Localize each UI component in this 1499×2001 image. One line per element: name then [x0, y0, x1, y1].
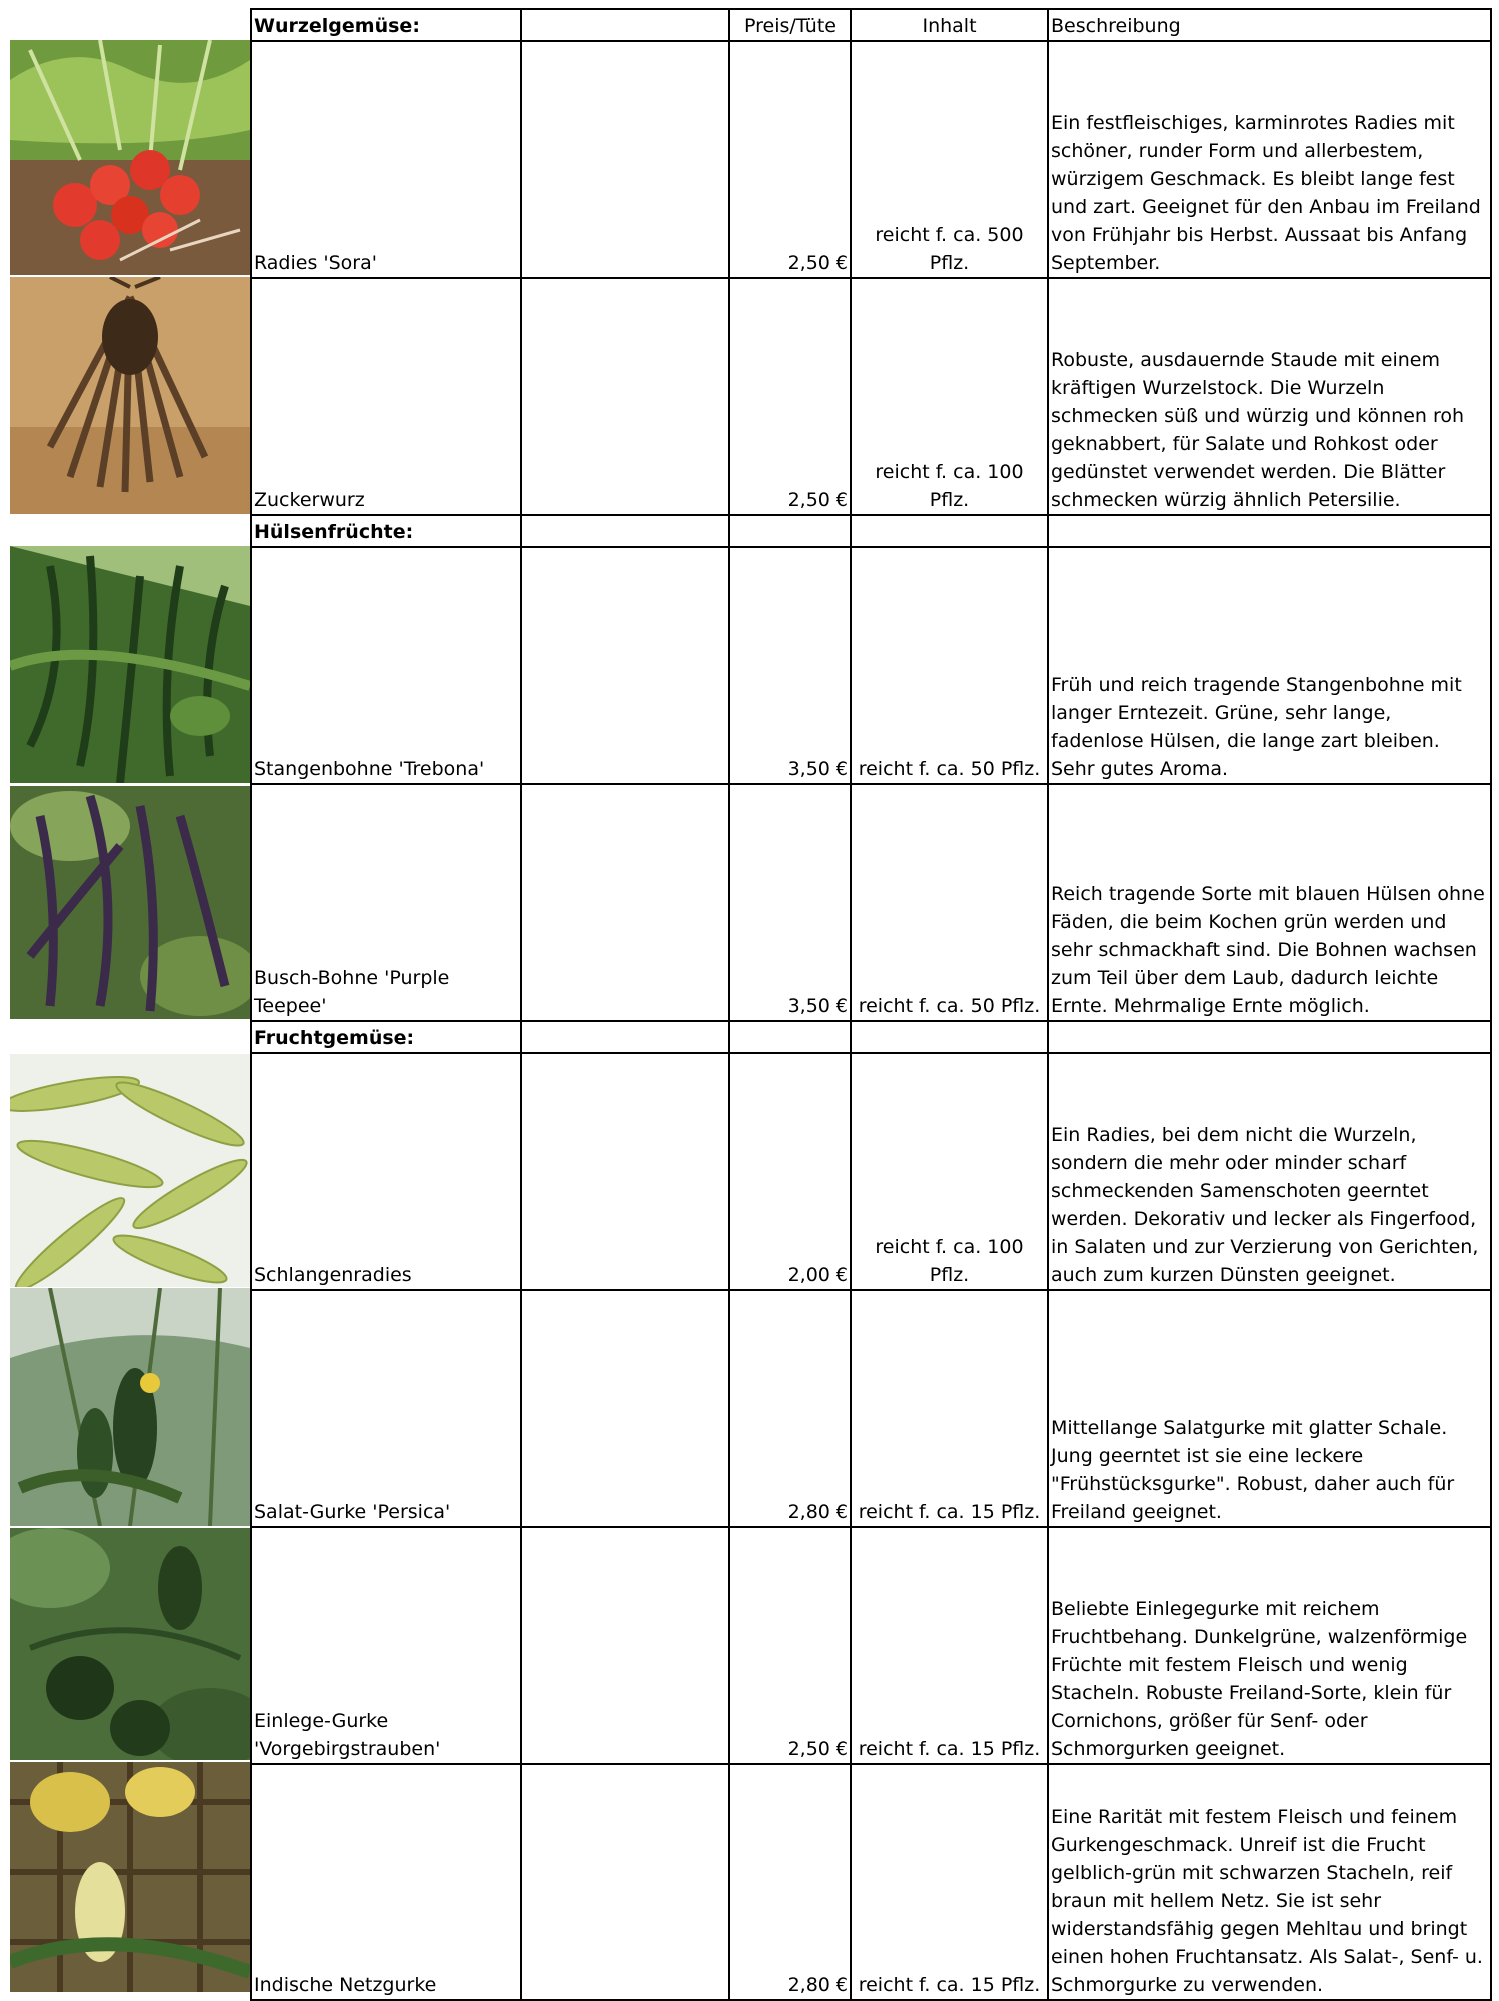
product-name: Salat-Gurke 'Persica' — [251, 1290, 521, 1527]
pickling-cucumber-photo — [10, 1528, 250, 1760]
root-photo — [10, 277, 250, 514]
empty-cell — [521, 1527, 729, 1764]
product-description: Ein festfleischiges, karminrotes Radies mit schöner, runder Form und allerbestem, würzigem Geschmack. Es bleibt lange fest und zart. Geeignet für den Anbau im Freiland von Frühjahr bis Herbst. Aussaat bis Anfang September. — [1048, 41, 1491, 278]
empty-cell — [851, 515, 1048, 547]
product-name: Radies 'Sora' — [251, 41, 521, 278]
column-header-content: Inhalt — [851, 9, 1048, 41]
green-bean-photo — [10, 546, 250, 783]
product-price: 3,50 € — [729, 784, 851, 1021]
table-row — [251, 278, 1491, 515]
category-label: Wurzelgemüse: — [251, 9, 521, 41]
category-row — [251, 1021, 1491, 1053]
empty-cell — [1048, 515, 1491, 547]
table-row — [251, 1290, 1491, 1527]
product-description: Robuste, ausdauernde Staude mit einem kräftigen Wurzelstock. Die Wurzeln schmecken süß und würzig und können roh geknabbert, für Salate und Rohkost oder gedünstet verwendet werden. Die Blätter schmecken würzig ähnlich Petersilie. — [1048, 278, 1491, 515]
product-name: Indische Netzgurke — [251, 1764, 521, 2000]
empty-cell — [1048, 1021, 1491, 1053]
product-description: Früh und reich tragende Stangenbohne mit langer Erntezeit. Grüne, sehr lange, fadenlose Hülsen, die lange zart bleiben. Sehr gutes Aroma. — [1048, 547, 1491, 784]
table-row — [251, 547, 1491, 784]
product-content: reicht f. ca. 500 Pflz. — [851, 41, 1048, 278]
empty-cell — [521, 547, 729, 784]
product-price: 2,80 € — [729, 1764, 851, 2000]
empty-cell — [521, 515, 729, 547]
product-description: Reich tragende Sorte mit blauen Hülsen ohne Fäden, die beim Kochen grün werden und sehr schmackhaft sind. Die Bohnen wachsen zum Teil über dem Laub, dadurch leichte Ernte. Mehrmalige Ernte möglich. — [1048, 784, 1491, 1021]
table-header-row — [251, 9, 1491, 41]
product-name: Stangenbohne 'Trebona' — [251, 547, 521, 784]
column-header-description: Beschreibung — [1048, 9, 1491, 41]
product-table — [250, 8, 1492, 2001]
product-name: Zuckerwurz — [251, 278, 521, 515]
purple-bean-photo — [10, 786, 250, 1019]
empty-cell — [729, 515, 851, 547]
product-price: 2,50 € — [729, 278, 851, 515]
product-content: reicht f. ca. 15 Pflz. — [851, 1290, 1048, 1527]
empty-cell — [521, 1290, 729, 1527]
table-row — [251, 1764, 1491, 2000]
table-row — [251, 1527, 1491, 1764]
empty-cell — [521, 278, 729, 515]
product-name: Busch-Bohne 'Purple Teepee' — [251, 784, 521, 1021]
product-description: Eine Rarität mit festem Fleisch und feinem Gurkengeschmack. Unreif ist die Frucht gelblich-grün mit schwarzen Stacheln, reif braun mit hellem Netz. Sie ist sehr widerstandsfähig gegen Mehltau und bringt einen hohen Fruchtansatz. Als Salat-, Senf- u. Schmorgurke zu verwenden. — [1048, 1764, 1491, 2000]
product-content: reicht f. ca. 15 Pflz. — [851, 1527, 1048, 1764]
product-content: reicht f. ca. 15 Pflz. — [851, 1764, 1048, 2000]
table-row — [251, 1053, 1491, 1290]
netted-cucumber-photo — [10, 1762, 250, 1992]
empty-cell — [729, 1021, 851, 1053]
product-content: reicht f. ca. 100 Pflz. — [851, 1053, 1048, 1290]
product-content: reicht f. ca. 100 Pflz. — [851, 278, 1048, 515]
product-price: 2,80 € — [729, 1290, 851, 1527]
product-description: Ein Radies, bei dem nicht die Wurzeln, sondern die mehr oder minder scharf schmeckenden Samenschoten geerntet werden. Dekorativ und lecker als Fingerfood, in Salaten und zur Verzierung von Gerichten, auch zum kurzen Dünsten geeignet. — [1048, 1053, 1491, 1290]
empty-cell — [521, 1764, 729, 2000]
table-row — [251, 41, 1491, 278]
product-name: Schlangenradies — [251, 1053, 521, 1290]
table-row — [251, 784, 1491, 1021]
radish-photo — [10, 40, 250, 275]
product-price: 2,50 € — [729, 41, 851, 278]
empty-cell — [521, 41, 729, 278]
empty-cell — [851, 1021, 1048, 1053]
product-description: Mittellange Salatgurke mit glatter Schale. Jung geerntet ist sie eine leckere "Frühstücksgurke". Robust, daher auch für Freiland geeignet. — [1048, 1290, 1491, 1527]
category-row — [251, 515, 1491, 547]
category-label: Hülsenfrüchte: — [251, 515, 521, 547]
product-content: reicht f. ca. 50 Pflz. — [851, 784, 1048, 1021]
empty-cell — [521, 9, 729, 41]
empty-cell — [521, 784, 729, 1021]
empty-cell — [521, 1053, 729, 1290]
product-price: 2,00 € — [729, 1053, 851, 1290]
product-price: 2,50 € — [729, 1527, 851, 1764]
cucumber-photo — [10, 1288, 250, 1526]
empty-cell — [521, 1021, 729, 1053]
category-label: Fruchtgemüse: — [251, 1021, 521, 1053]
column-header-price: Preis/Tüte — [729, 9, 851, 41]
seed-pod-photo — [10, 1054, 250, 1287]
product-price: 3,50 € — [729, 547, 851, 784]
product-name: Einlege-Gurke 'Vorgebirgstrauben' — [251, 1527, 521, 1764]
product-description: Beliebte Einlegegurke mit reichem Fruchtbehang. Dunkelgrüne, walzenförmige Früchte mit festem Fleisch und wenig Stacheln. Robuste Freiland-Sorte, klein für Cornichons, größer für Senf- oder Schmorgurken geeignet. — [1048, 1527, 1491, 1764]
product-content: reicht f. ca. 50 Pflz. — [851, 547, 1048, 784]
